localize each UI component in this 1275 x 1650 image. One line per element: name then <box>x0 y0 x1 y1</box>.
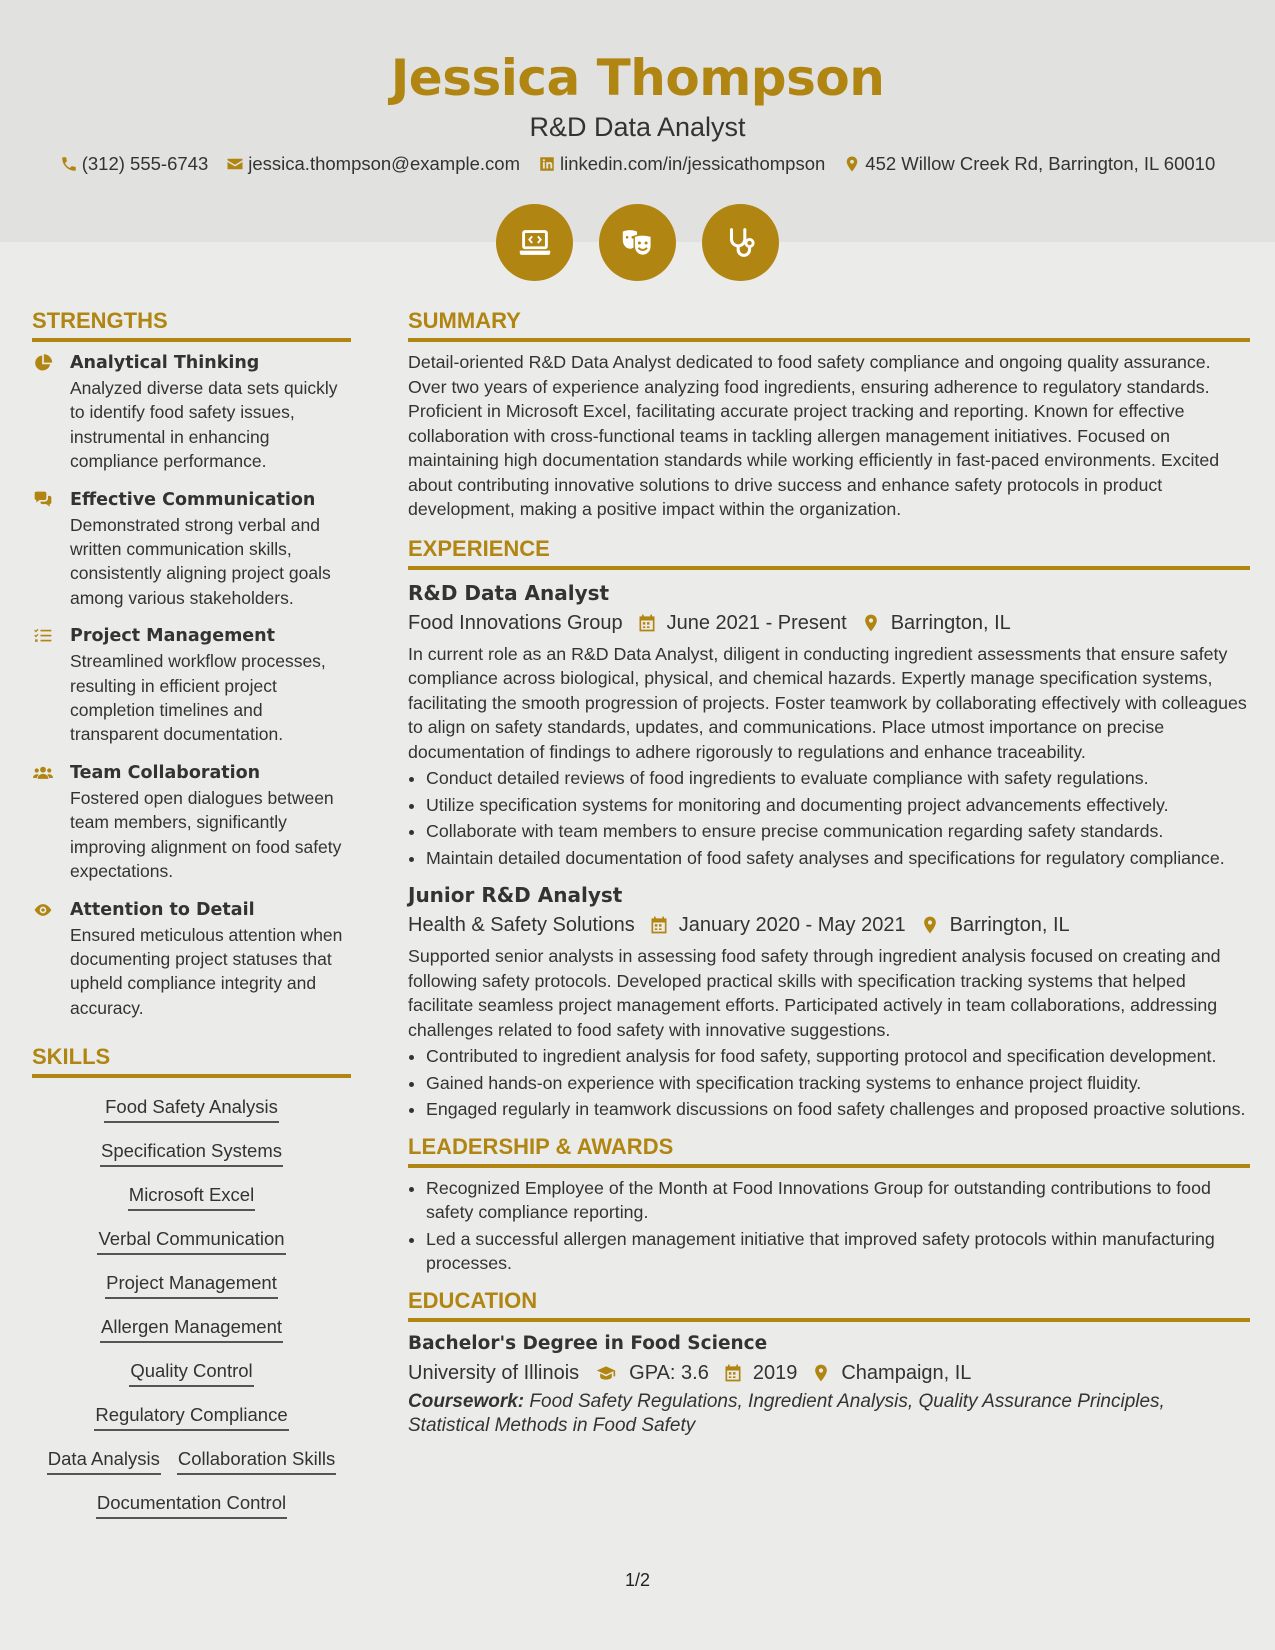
stethoscope-icon <box>722 224 760 262</box>
skill-tag: Specification Systems <box>100 1138 283 1167</box>
job-entry <box>408 578 1250 871</box>
envelope-icon <box>226 155 244 173</box>
summary-heading: SUMMARY <box>408 306 1250 342</box>
job-bullets <box>408 1044 1250 1122</box>
skill-tag: Regulatory Compliance <box>94 1402 288 1431</box>
eye-icon <box>32 900 54 920</box>
leadership-heading: LEADERSHIP & AWARDS <box>408 1132 1250 1168</box>
hobby-icons <box>0 204 1275 281</box>
education-year: 2019 <box>752 1361 798 1384</box>
candidate-name: Jessica Thompson <box>390 49 885 107</box>
skill-tag: Data Analysis <box>47 1446 161 1475</box>
job-entry <box>408 880 1250 1122</box>
skill-tag: Verbal Communication <box>97 1226 285 1255</box>
education-gpa: GPA: 3.6 <box>629 1361 709 1384</box>
contact-linkedin[interactable] <box>538 152 825 176</box>
calendar-icon <box>649 915 669 935</box>
education-school: University of Illinois <box>408 1361 580 1384</box>
list-item: • Maintain detailed documentation of food safety analyses and specifications for regulatory compliance. <box>426 846 1250 871</box>
list-item: • Conduct detailed reviews of food ingredients to evaluate compliance with safety regulations. <box>426 766 1250 791</box>
skill-tag: Project Management <box>105 1270 278 1299</box>
list-item: • Collaborate with team members to ensure precise communication regarding safety standards. <box>426 819 1250 844</box>
strength-item <box>32 760 351 884</box>
strength-item <box>32 897 351 1021</box>
job-location: Barrington, IL <box>890 611 1011 634</box>
strength-desc: Streamlined workflow processes, resulting in efficient project completion timelines and transparent documentation. <box>70 651 326 745</box>
laptop-code-icon <box>516 224 554 262</box>
list-item: • Gained hands-on experience with specification tracking systems to enhance project fluidity. <box>426 1071 1250 1096</box>
left-column <box>32 306 351 1519</box>
users-icon <box>32 763 54 783</box>
hobby-theater <box>599 204 676 281</box>
list-item: • Led a successful allergen management initiative that improved safety protocols within manufacturing processes. <box>426 1227 1250 1276</box>
map-marker-icon <box>861 613 881 633</box>
job-company: Food Innovations Group <box>408 611 623 634</box>
strength-item <box>32 623 351 747</box>
strength-item <box>32 487 351 611</box>
strength-desc: Fostered open dialogues between team members, significantly improving alignment on food safety expectations. <box>70 787 342 882</box>
job-location: Barrington, IL <box>949 914 1070 936</box>
skills-list <box>32 1088 351 1519</box>
pie-chart-icon <box>32 353 54 373</box>
phone-text: (312) 555-6743 <box>81 153 209 174</box>
calendar-icon <box>723 1363 743 1383</box>
skill-tag: Documentation Control <box>96 1490 287 1519</box>
map-marker-icon <box>811 1363 831 1383</box>
strength-desc: Analyzed diverse data sets quickly to identify food safety issues, instrumental in enhancing compliance performance. <box>70 378 338 472</box>
contact-address <box>843 152 1215 176</box>
skills-heading: SKILLS <box>32 1042 351 1078</box>
job-description: Supported senior analysts in assessing food safety through ingredient analysis focused on creating and following safety protocols. Developed practical skills with specification tracking systems that helped facilitate seamless project management efforts. Participated actively in team collaborations, addressing challenges related to food safety with innovative suggestions. <box>408 946 1221 1040</box>
strength-desc: Ensured meticulous attention when documenting project statuses that upheld compliance integrity and accuracy. <box>70 924 343 1018</box>
hobby-laptop <box>496 204 573 281</box>
education-coursework <box>408 1390 1250 1439</box>
job-meta <box>408 608 1250 638</box>
summary-text: Detail-oriented R&D Data Analyst dedicated to food safety compliance and ongoing quality assurance. Over two years of experience analyzing food ingredients, ensuring adherence to regulatory standards. Proficient in Microsoft Excel, facilitating accurate project tracking and reporting. Known for effective collaboration with cross-functional teams in tackling allergen management initiatives. Focused on maintaining high documentation standards while working efficiently in fast-paced environments. Excited about contributing innovative solutions to drive success and enhance safety protocols in product development, making a positive impact within the organization. <box>408 352 1220 519</box>
map-marker-icon <box>920 915 940 935</box>
contact-email[interactable] <box>226 152 520 176</box>
email-text: jessica.thompson@example.com <box>248 153 520 174</box>
experience-heading: EXPERIENCE <box>408 534 1250 570</box>
tasks-icon <box>32 626 54 646</box>
strength-title: Attention to Detail <box>70 899 255 920</box>
candidate-title: R&D Data Analyst <box>529 112 746 142</box>
strength-item <box>32 350 351 474</box>
job-bullets <box>408 766 1250 870</box>
strength-desc: Demonstrated strong verbal and written communication skills, consistently aligning project goals among various stakeholders. <box>70 514 331 608</box>
contact-phone[interactable] <box>60 152 209 176</box>
phone-icon <box>60 155 78 173</box>
job-description: In current role as an R&D Data Analyst, diligent in conducting ingredient assessments that ensure safety compliance across biological, physical, and chemical hazards. Expertly manage specification systems, facilitating the smooth progression of projects. Foster teamwork by collaborating effectively with colleagues to align on safety standards, updates, and communications. Place utmost importance on precise documentation of findings to adhere rigorously to regulations and enhance traceability. <box>408 643 1247 762</box>
list-item: • Recognized Employee of the Month at Food Innovations Group for outstanding contributions to food safety compliance reporting. <box>426 1176 1250 1225</box>
strength-title: Team Collaboration <box>70 762 261 783</box>
job-title: Junior R&D Analyst <box>408 883 623 907</box>
map-marker-icon <box>843 155 861 173</box>
skill-tag: Quality Control <box>129 1358 253 1387</box>
strengths-heading: STRENGTHS <box>32 306 351 342</box>
skill-tag: Food Safety Analysis <box>104 1094 279 1123</box>
skill-tag: Microsoft Excel <box>128 1182 255 1211</box>
skill-tag: Collaboration Skills <box>177 1446 336 1475</box>
skill-tag: Allergen Management <box>100 1314 283 1343</box>
strength-title: Effective Communication <box>70 489 316 510</box>
linkedin-icon <box>538 155 556 173</box>
theater-masks-icon <box>619 224 657 262</box>
list-item: • Utilize specification systems for monitoring and documenting project advancements effectively. <box>426 793 1250 818</box>
graduation-cap-icon <box>593 1363 619 1383</box>
education-meta <box>408 1358 1250 1388</box>
list-item: • Engaged regularly in teamwork discussions on food safety challenges and proposed proactive solutions. <box>426 1097 1250 1122</box>
education-location: Champaign, IL <box>841 1361 972 1384</box>
job-title: R&D Data Analyst <box>408 580 610 605</box>
job-meta <box>408 910 1250 940</box>
education-degree: Bachelor's Degree in Food Science <box>408 1332 768 1354</box>
job-company: Health & Safety Solutions <box>408 914 635 936</box>
page-number: 1/2 <box>624 1570 651 1590</box>
linkedin-text: linkedin.com/in/jessicathompson <box>559 153 826 174</box>
address-text: 452 Willow Creek Rd, Barrington, IL 60010 <box>865 153 1216 174</box>
coursework-label: Coursework: <box>408 1390 525 1412</box>
education-heading: EDUCATION <box>408 1286 1250 1322</box>
contact-row <box>0 152 1275 176</box>
calendar-icon <box>637 613 657 633</box>
comments-icon <box>32 490 54 510</box>
hobby-stethoscope <box>702 204 779 281</box>
list-item: • Contributed to ingredient analysis for food safety, supporting protocol and specification development. <box>426 1044 1250 1069</box>
job-dates: June 2021 - Present <box>666 611 847 634</box>
job-dates: January 2020 - May 2021 <box>678 914 906 936</box>
leadership-bullets <box>408 1176 1250 1276</box>
strength-title: Project Management <box>70 626 275 647</box>
strength-title: Analytical Thinking <box>70 353 260 373</box>
coursework-text: Food Safety Regulations, Ingredient Analysis, Quality Assurance Principles, Statistical Methods in Food Safety <box>408 1390 1165 1436</box>
right-column <box>408 306 1250 1439</box>
